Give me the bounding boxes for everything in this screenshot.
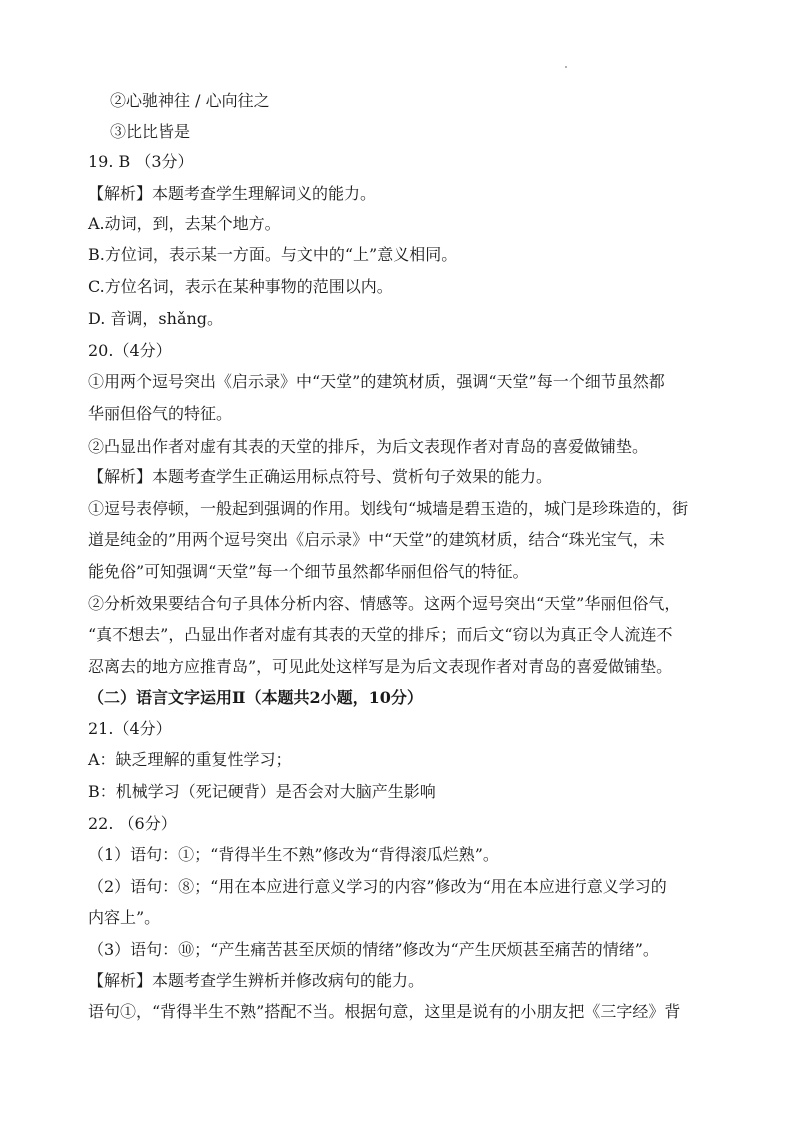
question-22-answer-2b: 内容上”。 bbox=[88, 908, 161, 927]
question-20-analysis: 【解析】本题考查学生正确运用标点符号、赏析句子效果的能力。 bbox=[88, 467, 553, 486]
question-22-answer-1: （1）语句：①；“背得半生不熟”修改为“背得滚瓜烂熟”。 bbox=[88, 845, 499, 864]
question-22-analysis-1: 语句①，“背得半生不熟”搭配不当。根据句意，这里是说有的小朋友把《三字经》背 bbox=[88, 1002, 681, 1021]
question-19-option-a: A.动词，到，去某个地方。 bbox=[88, 214, 281, 233]
question-22-answer-3: （3）语句：⑩；“产生痛苦甚至厌烦的情绪”修改为“产生厌烦甚至痛苦的情绪”。 bbox=[88, 940, 659, 959]
question-20-analysis-2c: 忍离去的地方应推青岛”，可见此处这样写是为后文表现作者对青岛的喜爱做铺垫。 bbox=[88, 657, 673, 676]
section-2-heading: （二）语言文字运用Ⅱ（本题共2小题，10分） bbox=[88, 688, 423, 707]
question-20-header: 20.（4分） bbox=[88, 341, 172, 360]
question-19-option-b: B.方位词，表示某一方面。与文中的“上”意义相同。 bbox=[88, 245, 458, 264]
question-20-analysis-2a: ②分析效果要结合句子具体分析内容、情感等。这两个逗号突出“天堂”华丽但俗气， bbox=[88, 594, 681, 613]
question-20-analysis-1a: ①逗号表停顿，一般起到强调的作用。划线句“城墙是碧玉造的，城门是珍珠造的，街 bbox=[88, 499, 689, 518]
question-21-answer-b: B：机械学习（死记硬背）是否会对大脑产生影响 bbox=[88, 782, 436, 801]
question-20-answer-1a: ①用两个逗号突出《启示录》中“天堂”的建筑材质，强调“天堂”每一个细节虽然都 bbox=[88, 372, 665, 391]
question-22-analysis: 【解析】本题考查学生辨析并修改病句的能力。 bbox=[88, 971, 425, 990]
question-21-answer-a: A：缺乏理解的重复性学习； bbox=[88, 750, 292, 769]
question-19-option-d: D. 音调，shǎng。 bbox=[88, 309, 224, 328]
question-20-analysis-1b: 道是纯金的”用两个逗号突出《启示录》中“天堂”的建筑材质，结合“珠光宝气，未 bbox=[88, 530, 665, 549]
stray-mark bbox=[565, 66, 567, 68]
question-20-answer-2: ②凸显出作者对虚有其表的天堂的排斥，为后文表现作者对青岛的喜爱做铺垫。 bbox=[88, 437, 649, 456]
question-20-analysis-2b: “真不想去”，凸显出作者对虚有其表的天堂的排斥；而后文“窃以为真正令人流连不 bbox=[88, 625, 673, 644]
question-20-answer-1b: 华丽但俗气的特征。 bbox=[88, 404, 233, 423]
question-20-analysis-1c: 能免俗”可知强调“天堂”每一个细节虽然都华丽但俗气的特征。 bbox=[88, 562, 529, 581]
question-21-header: 21.（4分） bbox=[88, 719, 172, 738]
question-22-header: 22. （6分） bbox=[88, 814, 177, 833]
question-19-header: 19. B （3分） bbox=[88, 152, 194, 171]
question-22-answer-2a: （2）语句：⑧；“用在本应进行意义学习的内容”修改为“用在本应进行意义学习的 bbox=[88, 877, 667, 896]
question-19-option-c: C.方位名词，表示在某种事物的范围以内。 bbox=[88, 277, 393, 296]
question-19-analysis: 【解析】本题考查学生理解词义的能力。 bbox=[88, 184, 377, 203]
answer-18-item-3: ③比比皆是 bbox=[110, 122, 191, 141]
answer-18-item-2: ②心驰神往 / 心向往之 bbox=[110, 91, 270, 110]
